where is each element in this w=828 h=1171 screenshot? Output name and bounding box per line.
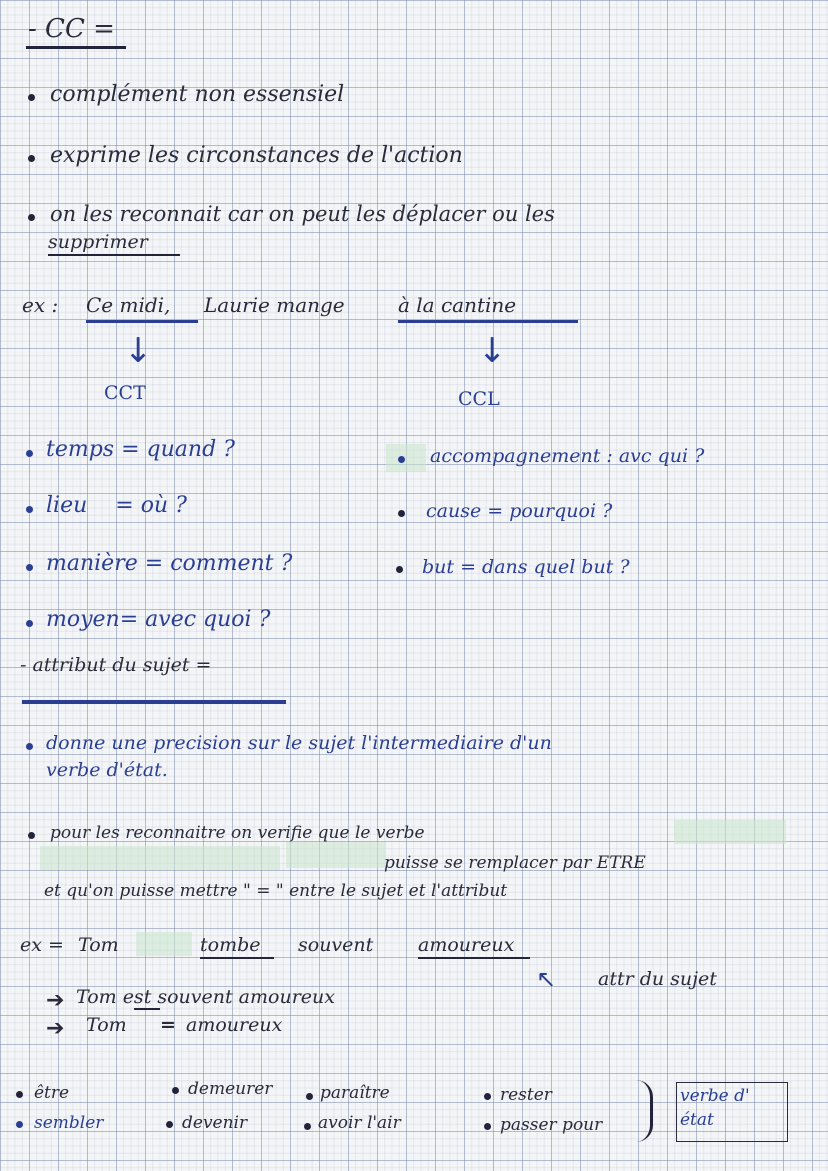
cc-heading: - CC = bbox=[28, 14, 115, 44]
attribut-example-adverb: souvent bbox=[298, 934, 374, 956]
attribut-example-verb: tombe bbox=[200, 934, 261, 956]
attribut-heading-underline bbox=[22, 700, 286, 704]
attribut-bullet-1: donne une precision sur le sujet l'intermediaire d'un bbox=[46, 732, 552, 754]
bullet-dot bbox=[28, 94, 35, 101]
bullet-dot bbox=[306, 1093, 313, 1100]
attribut-example-line2-subject: Tom bbox=[86, 1014, 127, 1036]
cc-heading-underline bbox=[26, 46, 126, 49]
bullet-dot bbox=[28, 832, 35, 839]
highlight bbox=[386, 444, 426, 472]
bullet-dot bbox=[28, 214, 35, 221]
underline-cct bbox=[86, 320, 198, 323]
attribut-bullet-2-cont: puisse se remplacer par ETRE bbox=[384, 853, 646, 873]
verb-devenir: devenir bbox=[182, 1113, 248, 1133]
bullet-dot bbox=[172, 1087, 179, 1094]
verb-passer-pour: passer pour bbox=[500, 1115, 603, 1135]
attribut-example-line2-equals: = bbox=[160, 1014, 176, 1036]
bullet-dot bbox=[484, 1123, 491, 1130]
attribut-bullet-1-cont: verbe d'état. bbox=[46, 759, 168, 781]
bullet-dot bbox=[484, 1093, 491, 1100]
cc-bullet-2: exprime les circonstances de l'action bbox=[50, 143, 463, 168]
cct-item-temps: temps = quand ? bbox=[46, 437, 235, 462]
ccl-item-but: but = dans quel but ? bbox=[422, 556, 630, 578]
underline bbox=[200, 957, 274, 959]
verb-sembler: sembler bbox=[34, 1113, 104, 1133]
underline bbox=[418, 957, 530, 959]
arrow-down-icon: ↓ bbox=[124, 331, 153, 371]
underline bbox=[48, 254, 180, 256]
cc-example-ccT: Ce midi, bbox=[86, 293, 171, 317]
cc-bullet-3: on les reconnait car on peut les déplacer ou les bbox=[50, 202, 555, 226]
verbs-label: verbe d' état bbox=[680, 1086, 750, 1130]
cc-bullet-1: complément non essensiel bbox=[50, 82, 345, 107]
attribut-heading: - attribut du sujet = bbox=[20, 654, 212, 676]
bullet-dot bbox=[16, 1091, 23, 1098]
bullet-dot bbox=[26, 620, 33, 627]
bullet-dot bbox=[26, 564, 33, 571]
bullet-dot bbox=[16, 1121, 23, 1128]
verb-demeurer: demeurer bbox=[188, 1079, 273, 1099]
bullet-dot bbox=[26, 450, 33, 457]
attribut-example-note: attr du sujet bbox=[598, 968, 717, 990]
arrow-down-icon: ↓ bbox=[478, 331, 507, 371]
attribut-example-line2-attr: amoureux bbox=[186, 1014, 283, 1036]
attribut-bullet-2: pour les reconnaitre on verifie que le verbe bbox=[50, 823, 425, 843]
attribut-example-subject: Tom bbox=[78, 934, 119, 956]
label-ccl: CCL bbox=[458, 388, 500, 410]
verb-avoir-l-air: avoir l'air bbox=[318, 1113, 401, 1133]
cc-example-main: Laurie mange bbox=[204, 293, 345, 317]
arrow-right-icon: ➔ bbox=[46, 1016, 65, 1041]
ccl-item-cause: cause = pourquoi ? bbox=[426, 500, 613, 522]
arrow-right-icon: ➔ bbox=[46, 988, 65, 1013]
bullet-dot bbox=[166, 1121, 173, 1128]
attribut-example-attr: amoureux bbox=[418, 934, 515, 956]
underline bbox=[134, 1008, 160, 1010]
highlight bbox=[136, 932, 192, 956]
bullet-dot bbox=[396, 566, 403, 573]
cct-item-lieu: lieu = où ? bbox=[46, 493, 187, 518]
verb-etre: être bbox=[34, 1083, 70, 1103]
bullet-dot bbox=[398, 456, 405, 463]
label-cct: CCT bbox=[104, 382, 146, 404]
bullet-dot bbox=[398, 510, 405, 517]
underline-ccl bbox=[398, 320, 578, 323]
attribut-example-line1: Tom est souvent amoureux bbox=[76, 986, 335, 1008]
bullet-dot bbox=[26, 506, 33, 513]
verb-paraitre: paraître bbox=[320, 1083, 390, 1103]
bullet-dot bbox=[26, 743, 33, 750]
attribut-example-prefix: ex = bbox=[20, 934, 64, 956]
cc-example-prefix: ex : bbox=[22, 293, 59, 317]
ccl-item-accompagnement: accompagnement : avc qui ? bbox=[430, 445, 705, 467]
bullet-dot bbox=[304, 1123, 311, 1130]
attribut-bullet-2-cont2: et qu'on puisse mettre " = " entre le sujet et l'attribut bbox=[44, 881, 508, 901]
cc-bullet-3-cont: supprimer bbox=[48, 231, 148, 253]
arrow-up-left-icon: ↖ bbox=[536, 965, 557, 993]
bullet-dot bbox=[28, 155, 35, 162]
verb-rester: rester bbox=[500, 1085, 552, 1105]
highlight bbox=[674, 820, 786, 844]
cc-example-ccL: à la cantine bbox=[398, 293, 517, 317]
cct-item-moyen: moyen= avec quoi ? bbox=[46, 607, 271, 632]
cct-item-maniere: manière = comment ? bbox=[46, 551, 293, 576]
highlight bbox=[40, 846, 280, 870]
brace bbox=[636, 1080, 653, 1142]
